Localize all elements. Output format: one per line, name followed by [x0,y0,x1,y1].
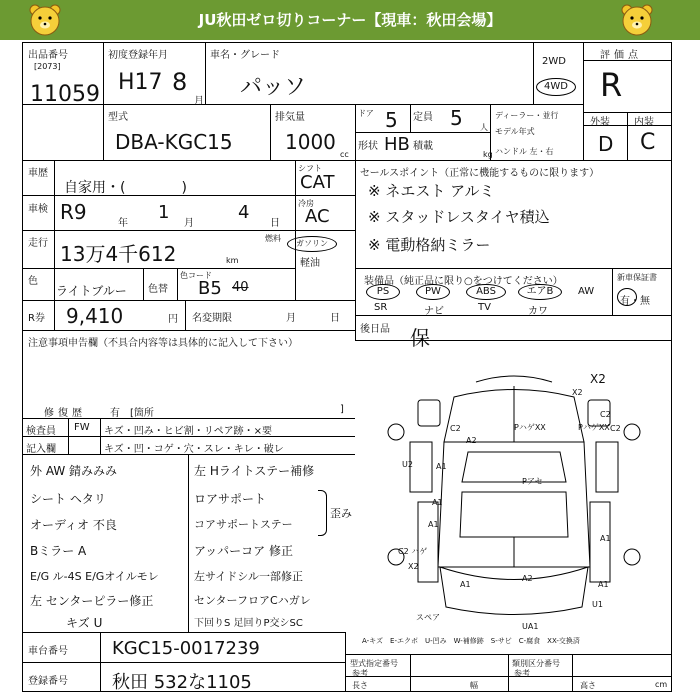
height-label: 高さ [580,681,596,690]
type-no-label: 型式指定番号 [350,659,398,668]
name-value: パッソ [240,75,307,100]
shape-value: HB [384,134,410,155]
shift-value: CAT [300,172,335,193]
repair-label: 修復歴 [44,408,86,419]
inspection-month-unit: 月 [184,218,194,229]
remark-left-6: 左 センターピラー修正 [30,594,154,608]
registration-value: 秋田 532な1105 [112,672,252,693]
width-label: 幅 [470,681,478,690]
drive-2wd: 2WD [542,56,566,67]
registration-label: 登録番号 [28,676,68,687]
selling-point-2: ※ スタッドレスタイヤ積込 [368,208,550,226]
fuel-gasoline: ガソリン [287,236,337,252]
remark-left-2: シート ヘタリ [30,492,106,506]
inspection-month: 1 [158,202,170,223]
aircon-label: 冷房 [298,199,314,208]
doors-value: 5 [385,108,398,132]
recycle-unit: 円 [168,314,178,325]
capacity-unit: 人 [480,123,488,132]
usage-value: 自家用・( ) [64,180,187,196]
shape-label: 形状 [358,141,378,152]
mileage-label: 走行 [28,238,48,249]
usage-label: 車歴 [28,168,48,179]
remark-left-4: Bミラー A [30,544,87,558]
inspection-day: 4 [238,202,250,223]
header-title: JU秋田ゼロ切りコーナー【現車：秋田会場】 [198,11,502,29]
score-value: R [600,66,623,104]
equip-ps: PS [366,284,400,300]
diagram-label-1: C2 [450,424,461,433]
int-value: C [640,130,656,155]
capacity-value: 5 [450,106,463,130]
repair-has: 有 [110,408,120,419]
score-label: 評価点 [600,50,642,61]
diagram-label-19: X2 [572,388,583,397]
displacement-unit: cc [340,150,349,159]
remark-left-1: 外 AW 錆みみみ [30,464,118,478]
mileage-unit: km [226,256,239,265]
diagram-label-3: PハゲXX [514,423,546,432]
diagram-label-10: A1 [428,520,439,529]
int-label: 内装 [634,117,654,128]
model-label: 型式 [108,112,128,123]
name-label: 車名・グレード [210,50,280,61]
load-label: 積載 [413,141,433,152]
color-code-extra: 40 [232,280,249,295]
equipment-label: 装備品（純正品に限り○をつけてください） [364,276,563,287]
inspection-year: R9 [60,200,87,224]
chassis-label: 車台番号 [28,646,68,657]
capacity-label: 定員 [413,112,433,123]
bear-mascot-right [620,3,654,37]
equip-navi: ナビ [424,306,444,317]
remark-left-7: キズ U [66,616,103,630]
doors-label: ドア [358,109,374,118]
new-warranty-label: 新車保証書 [617,273,657,282]
repair-end: ] [340,404,344,415]
diagram-label-6: U2 [402,460,413,469]
color-code: B5 [198,278,222,299]
color-change-label: 色替 [148,284,168,295]
diagram-label-16: A1 [598,580,609,589]
shift-label: シフト [298,164,322,173]
remark-right-2: ロアサポート [194,492,267,506]
new-warranty-value: 有・無 [620,296,650,307]
diagram-label-11: A1 [600,534,611,543]
equip-abs: ABS [466,284,506,300]
equip-pw: PW [416,284,450,300]
drive-4wd: 4WD [536,78,576,96]
remark-right-6: センターフロアCハガレ [194,594,311,607]
rear-seat-value: 保 [410,326,430,350]
reg-year-year: H17 [118,70,163,95]
inspection-label: 車検 [28,204,48,215]
diagram-label-14: UA1 [522,622,539,631]
equip-tv: TV [478,302,491,313]
diagram-label-5: C2 [600,410,611,419]
remark-right-1: 左 Hライトステー補修 [194,464,315,478]
remark-right-4: アッパーコア 修正 [194,544,293,558]
diagram-label-13: A1 [460,580,471,589]
class-no-label: 類別区分番号 [512,659,560,668]
cm-unit: cm [655,680,668,689]
rear-seat-label: 後日品 [360,324,390,335]
diagram-label-9: C2 ハゲ [398,547,428,556]
inspector-label-1: 検査員 [26,426,56,437]
bear-mascot-icon [620,3,654,37]
diagram-label-21: X2 [408,562,419,571]
selling-point-3: ※ 電動格納ミラー [368,236,491,254]
diagram-label-2: A2 [466,436,477,445]
diagram-label-4: PハゲXX [578,423,610,432]
equip-airbag: エアB [518,284,562,300]
recycle-value: 9,410 [66,304,124,328]
remark-left-5: E/G ル-4S E/Gオイルモレ [30,570,159,583]
ext-value: D [598,132,614,156]
new-warranty-circle [617,288,637,306]
color-value: ライトブルー [56,284,127,298]
load-unit: kg [483,150,493,159]
equip-sr: SR [374,302,388,313]
color-label: 色 [28,276,38,287]
remark-right-3: コアサポートステー [194,518,293,531]
inspector-fw: FW [74,422,90,433]
car-damage-diagram [358,342,670,632]
selling-points-label: セールスポイント（正常に機能するものに限ります） [360,168,600,179]
inspector-label-2: 記入欄 [26,444,56,455]
color-code-label: 色コード [180,271,212,280]
inspection-year-unit: 年 [118,218,128,229]
diagram-label-15: U1 [592,600,603,609]
name-change-month: 月 [286,313,296,324]
chassis-value: KGC15-0017239 [112,638,260,659]
notes-label: 注意事項申告欄（不具合内容等は具体的に記入して下さい） [28,338,298,349]
remark-brace-mark [318,490,327,536]
equip-aw: AW [578,286,595,297]
inspector-row1: キズ・凹み・ヒビ割・リペア跡・×要 [104,426,272,437]
selling-point-1: ※ ネエスト アルミ [368,182,495,200]
inspector-row2: キズ・凹・コゲ・穴・スレ・キレ・破レ [104,444,284,455]
diagram-label-8: Pアセ [522,477,543,486]
diagram-top-note: X2 [590,372,606,386]
diagram-label-17: A1 [432,498,443,507]
diagram-label-20: C2 [610,424,621,433]
name-change-label: 名変期限 [192,313,232,324]
lot-sub: [2073] [34,62,61,71]
diagram-label-7: A1 [436,462,447,471]
lot-label: 出品番号 [28,50,68,61]
reg-year-label: 初度登録年月 [108,50,168,61]
reg-year-month: 8 [172,68,188,96]
inspection-day-unit: 日 [270,218,280,229]
ref2-label: 参考 [514,669,530,678]
remark-right-7: 下回りS 足回りP交シSC [194,618,303,629]
fuel-label: 燃料 [265,234,281,243]
reg-year-month-unit: 月 [194,96,204,107]
remark-left-3: オーディオ 不良 [30,518,117,532]
lot-number: 11059 [30,82,100,107]
ref1-label: 参考 [352,669,368,678]
model-year-label: モデル年式 [495,127,535,136]
recycle-label: R券 [28,313,45,324]
diagram-label-18: スペア [416,613,440,622]
ext-label: 外装 [590,117,610,128]
model-value: DBA-KGC15 [115,130,233,154]
equip-kawa: カワ [528,306,548,317]
length-label: 長さ [352,681,368,690]
mileage-value: 13万4千612 [60,242,177,266]
dealer-label: ディーラー・並行 [495,111,559,120]
remark-brace: 歪み [330,507,352,520]
aircon-value: AC [305,206,330,227]
displacement-label: 排気量 [275,112,305,123]
name-change-day: 日 [330,313,340,324]
handle-label: ハンドル 左・右 [495,147,554,156]
remark-right-5: 左サイドシル一部修正 [194,570,303,583]
bear-mascot-icon [28,3,62,37]
repair-place: [箇所 [130,408,154,419]
diagram-label-12: A2 [522,574,533,583]
bear-mascot-left [28,3,62,37]
displacement-value: 1000 [285,130,336,154]
fuel-diesel: 軽油 [300,258,320,269]
diagram-legend: A-キズ E-エクボ U-凹み W-補修跡 S-サビ C-腐食 XX-交換済 [362,637,580,645]
